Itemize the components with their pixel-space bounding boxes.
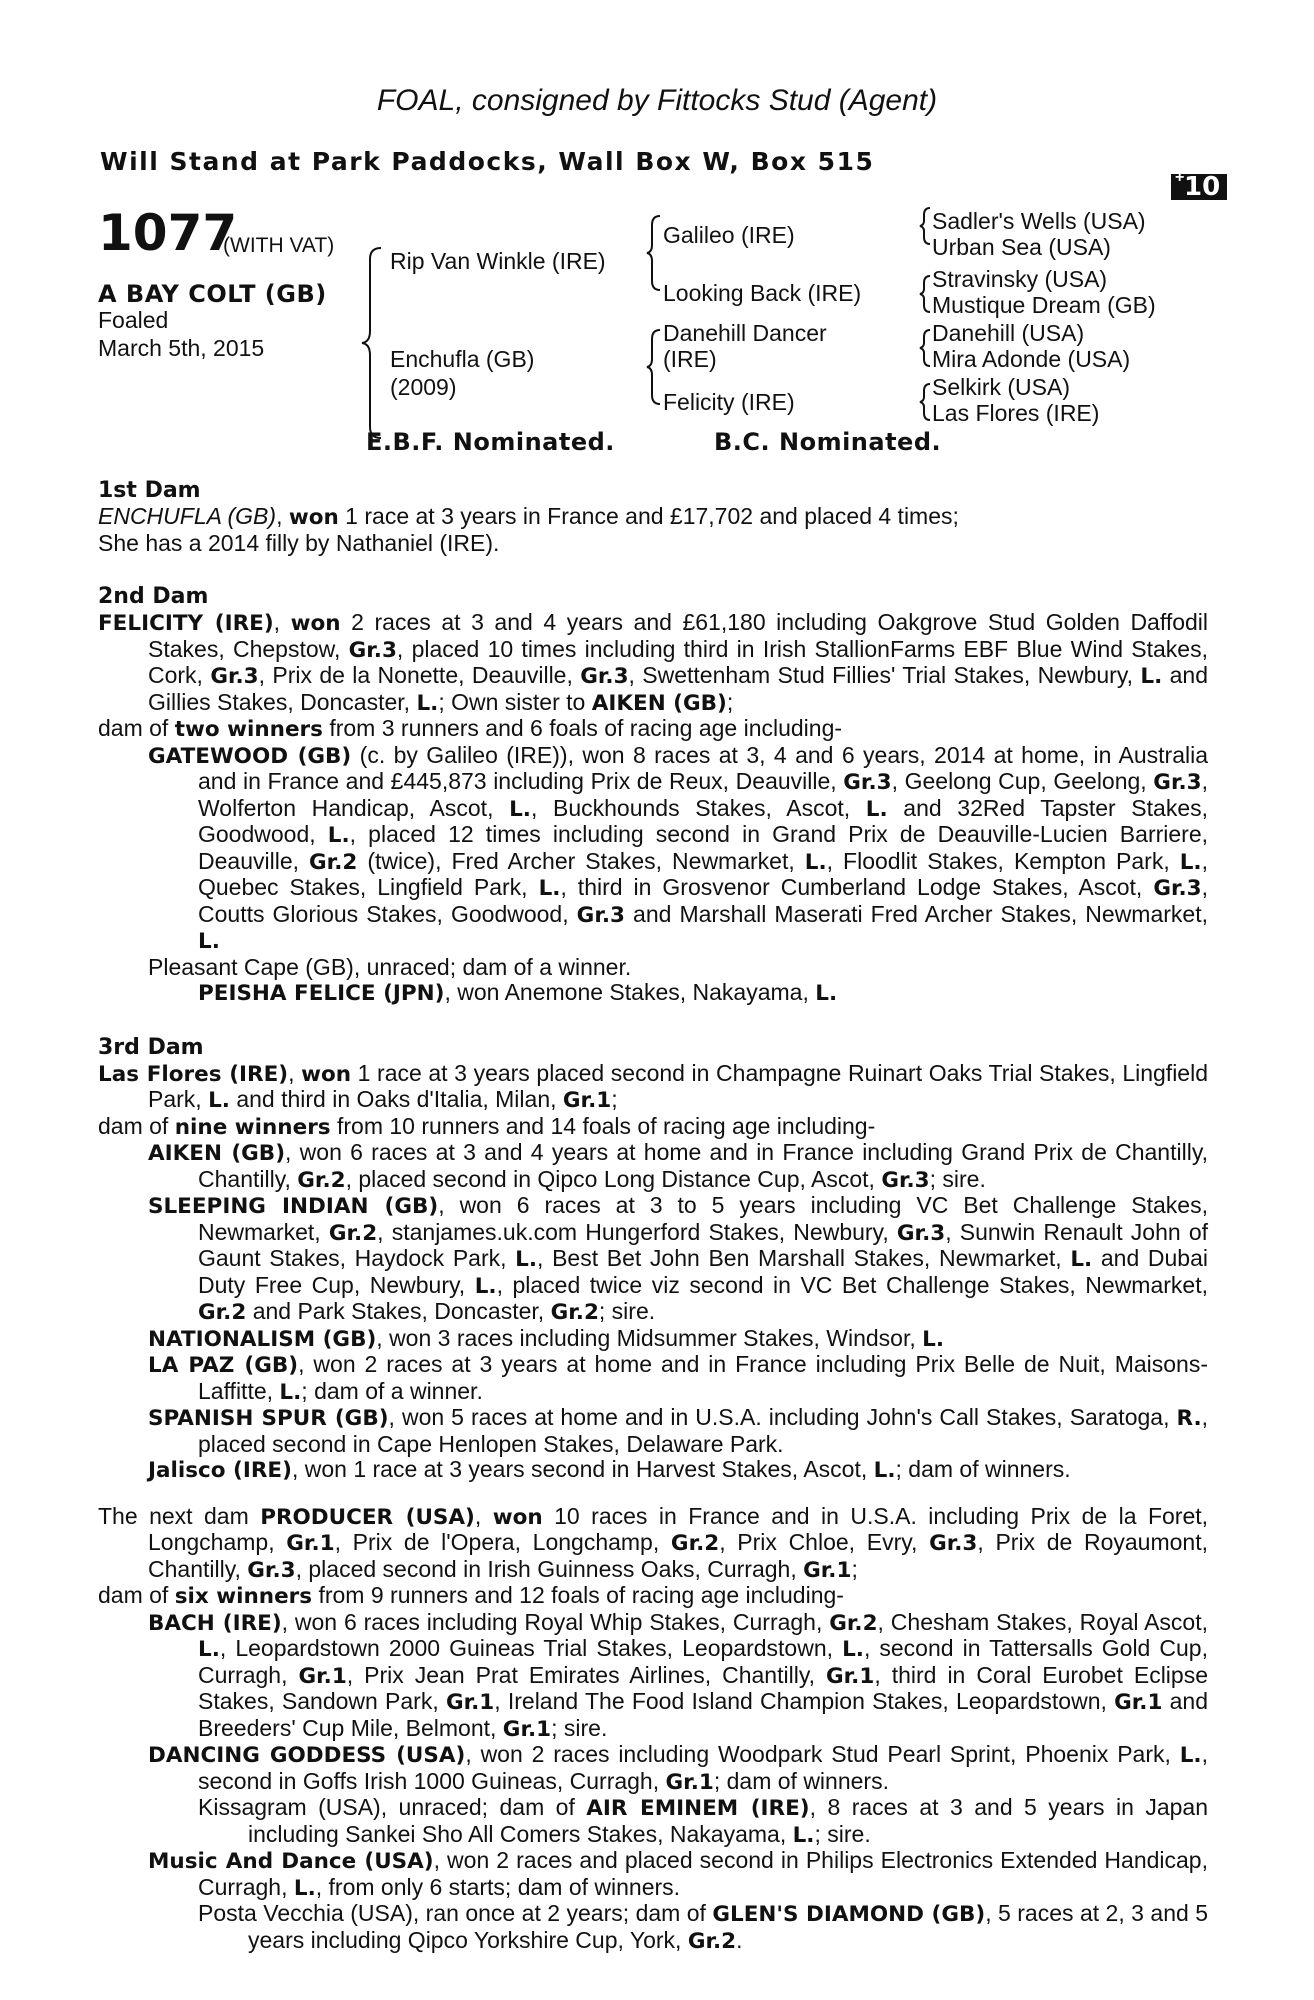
catalogue-body — [98, 478, 1208, 1954]
pedigree-dam: Enchufla (GB) — [390, 346, 535, 372]
first-dam-record: ENCHUFLA (GB), won 1 race at 3 years in France and £17,702 and placed 4 times; — [98, 503, 959, 530]
first-dam-produce: She has a 2014 filly by Nathaniel (IRE). — [98, 529, 500, 556]
sleeping-indian-record: SLEEPING INDIAN (GB), won 6 races at 3 to 5 years including VC Bet Challenge Stakes, Newmarket, Gr.2, stanjames.uk.com Hungerford Stakes, Newbury, Gr.3, Sunwin Renault John of Gaunt Stakes, Haydock Park, L., Best Bet John Ben Marshall Stakes, Newmarket, L. and Dubai Duty Free Cup, Newbury, L., placed twice viz second in VC Bet Challenge Stakes, Newmarket, Gr.2 and Park Stakes, Doncaster, Gr.2; sire. — [148, 1192, 1209, 1325]
ebf-nomination: E.B.F. Nominated. — [366, 428, 615, 456]
lot-description: A BAY COLT (GB) — [98, 280, 327, 308]
first-dam-name: ENCHUFLA (GB) — [98, 503, 277, 529]
spanish-spur-record: SPANISH SPUR (GB), won 5 races at home and in U.S.A. including John's Call Stakes, Saratoga, R., placed second in Cape Henlopen Stakes, Delaware Park. — [148, 1404, 1208, 1457]
dancing-goddess-name: DANCING GODDESS (USA) — [148, 1743, 466, 1768]
pedigree-sire-dam: Looking Back (IRE) — [663, 280, 862, 306]
music-and-dance-record: Music And Dance (USA), won 2 races and placed second in Philips Electronics Extended Handicap, Curragh, L., from only 6 starts; dam of winners. — [148, 1847, 1208, 1901]
second-dam-heading: 2nd Dam — [98, 584, 209, 609]
next-dam-summary: dam of six winners from 9 runners and 12 foals of racing age including- — [98, 1582, 844, 1609]
kissagram-record: Kissagram (USA), unraced; dam of AIR EMINEM (IRE), 8 races at 3 and 5 years in Japan including Sankei Sho All Comers Stakes, Nakayama, L.; sire. — [198, 1794, 1208, 1848]
bach-name: BACH (IRE) — [148, 1610, 282, 1636]
dancing-goddess-record: DANCING GODDESS (USA), won 2 races including Woodpark Stud Pearl Sprint, Phoenix Park, L., second in Goffs Irish 1000 Guineas, Curragh, Gr.1; dam of winners. — [148, 1741, 1208, 1795]
vat-label: (WITH VAT) — [223, 234, 335, 257]
nationalism-name: NATIONALISM (GB) — [148, 1326, 377, 1352]
nationalism-record: NATIONALISM (GB), won 3 races including Midsummer Stakes, Windsor, L. — [148, 1324, 944, 1352]
pedigree-g4-1: Sadler's Wells (USA) — [932, 208, 1146, 234]
foaled-date: March 5th, 2015 — [98, 335, 265, 361]
pedigree-g4-7: Selkirk (USA) — [932, 374, 1071, 400]
second-dam-name: FELICITY (IRE) — [98, 611, 274, 636]
bc-nomination: B.C. Nominated. — [714, 428, 942, 456]
peisha-felice-name: PEISHA FELICE (JPN) — [198, 981, 445, 1006]
foaled-label: Foaled — [98, 307, 169, 333]
jalisco-name: Jalisco (IRE) — [148, 1458, 292, 1483]
third-dam-record: Las Flores (IRE), won 1 race at 3 years placed second in Champagne Ruinart Oaks Trial Stakes, Lingfield Park, L. and third in Oaks d'Italia, Milan, Gr.1; — [98, 1059, 1209, 1113]
pedigree-sire: Rip Van Winkle (IRE) — [390, 248, 606, 274]
second-dam-record: FELICITY (IRE), won 2 races at 3 and 4 years and £61,180 including Oakgrove Stud Golden Daffodil Stakes, Chepstow, Gr.3, placed 10 times including third in Irish StallionFarms EBF Blue Wind Stakes, Cork, Gr.3, Prix de la Nonette, Deauville, Gr.3, Swettenham Stud Fillies' Trial Stakes, Newbury, L. and Gillies Stakes, Doncaster, L.; Own sister to AIKEN (GB); — [98, 609, 1209, 716]
third-dam-summary: dam of nine winners from 10 runners and 14 foals of racing age including- — [98, 1112, 876, 1140]
own-sister-name: AIKEN (GB) — [591, 690, 727, 716]
peisha-felice-record: PEISHA FELICE (JPN), won Anemone Stakes, Nakayama, L. — [198, 979, 838, 1006]
lot-number: 1077 — [98, 204, 238, 262]
next-dam-record: The next dam PRODUCER (USA), won 10 races in France and in U.S.A. including Prix de la Foret, Longchamp, Gr.1, Prix de l'Opera, Longchamp, Gr.2, Prix Chloe, Evry, Gr.3, Prix de Royaumont, Chantilly, Gr.3, placed second in Irish Guinness Oaks, Curragh, Gr.1; — [98, 1502, 1209, 1583]
third-dam-name: Las Flores (IRE) — [98, 1061, 289, 1087]
second-dam-summary: dam of two winners from 3 runners and 6 foals of racing age including- — [98, 715, 843, 742]
aiken-record: AIKEN (GB), won 6 races at 3 and 4 years at home and in France including Grand Prix de Chantilly, Chantilly, Gr.2, placed second in Qipco Long Distance Cup, Ascot, Gr.3; sire. — [148, 1139, 1209, 1193]
pedigree-g4-4: Mustique Dream (GB) — [932, 292, 1156, 318]
first-dam-won: won — [288, 505, 339, 530]
pedigree-dam-dam: Felicity (IRE) — [663, 389, 795, 415]
bach-record: BACH (IRE), won 6 races including Royal Whip Stakes, Curragh, Gr.2, Chesham Stakes, Royal Ascot, L., Leopardstown 2000 Guineas Trial Stakes, Leopardstown, L., second in Tattersalls Gold Cup, Curragh, Gr.1, Prix Jean Prat Emirates Airlines, Chantilly, Gr.1, third in Coral Eurobet Eclipse Stakes, Sandown Park, Gr.1, Ireland The Food Island Champion Stakes, Leopardstown, Gr.1 and Breeders' Cup Mile, Belmont, Gr.1; sire. — [148, 1608, 1209, 1742]
aiken-name: AIKEN (GB) — [148, 1141, 286, 1166]
first-dam-heading: 1st Dam — [98, 478, 201, 503]
pedigree-g4-2: Urban Sea (USA) — [932, 234, 1111, 260]
pedigree-g4-3: Stravinsky (USA) — [932, 266, 1108, 292]
pedigree-g4-8: Las Flores (IRE) — [932, 400, 1100, 426]
first-dam-text: 1 race at 3 years in France and £17,702 and placed 4 times; — [338, 503, 959, 529]
stand-location: Will Stand at Park Paddocks, Wall Box W, Box 515 — [100, 147, 875, 176]
la-paz-record: LA PAZ (GB), won 2 races at 3 years at home and in France including Prix Belle de Nuit, Maisons-Laffitte, L.; dam of a winner. — [148, 1351, 1208, 1405]
next-dam-name: PRODUCER (USA) — [260, 1504, 475, 1530]
pedigree-dam-sire-country: (IRE) — [663, 346, 717, 372]
gatewood-record: GATEWOOD (GB) (c. by Galileo (IRE)), won 8 races at 3, 4 and 6 years, 2014 at home, in Australia and in France and £445,873 including Prix de Reux, Deauville, Gr.3, Geelong Cup, Geelong, Gr.3, Wolferton Handicap, Ascot, L., Buckhounds Stakes, Ascot, L. and 32Red Tapster Stakes, Goodwood, L., placed 12 times including second in Grand Prix de Deauville-Lucien Barriere, Deauville, Gr.2 (twice), Fred Archer Stakes, Newmarket, L., Floodlit Stakes, Kempton Park, L., Quebec Stakes, Lingfield Park, L., third in Grosvenor Cumberland Lodge Stakes, Ascot, Gr.3, Coutts Glorious Stakes, Goodwood, Gr.3 and Marshall Maserati Fred Archer Stakes, Newmarket, L. — [148, 741, 1209, 954]
third-dam-heading: 3rd Dam — [98, 1034, 204, 1060]
pedigree-g4-6: Mira Adonde (USA) — [932, 346, 1131, 372]
spanish-spur-name: SPANISH SPUR (GB) — [148, 1406, 389, 1431]
gatewood-name: GATEWOOD (GB) — [148, 743, 352, 769]
pedigree-sire-sire: Galileo (IRE) — [663, 222, 795, 248]
catalog-heading: FOAL, consigned by Fittocks Stud (Agent) — [376, 84, 938, 117]
pedigree-dam-sire: Danehill Dancer — [663, 320, 827, 346]
posta-vecchia-record: Posta Vecchia (USA), ran once at 2 years; dam of GLEN'S DIAMOND (GB), 5 races at 2, 3 and 5 years including Qipco Yorkshire Cup, York, Gr.2. — [198, 1900, 1209, 1954]
glens-diamond-name: GLEN'S DIAMOND (GB) — [712, 1902, 986, 1927]
badge-plus-mark: + — [1175, 169, 1185, 186]
jalisco-record: Jalisco (IRE), won 1 race at 3 years second in Harvest Stakes, Ascot, L.; dam of winners. — [148, 1456, 1071, 1483]
sleeping-indian-name: SLEEPING INDIAN (GB) — [148, 1194, 439, 1219]
la-paz-name: LA PAZ (GB) — [148, 1353, 299, 1378]
pleasant-cape-record: Pleasant Cape (GB), unraced; dam of a winner. — [148, 953, 632, 980]
second-dam-won: won — [290, 611, 341, 636]
music-and-dance-name: Music And Dance (USA) — [148, 1849, 434, 1874]
badge-number: 10 — [1184, 172, 1221, 202]
pedigree-dam-year: (2009) — [390, 374, 457, 400]
pedigree-g4-5: Danehill (USA) — [932, 320, 1085, 346]
air-eminem-name: AIR EMINEM (IRE) — [586, 1796, 810, 1821]
